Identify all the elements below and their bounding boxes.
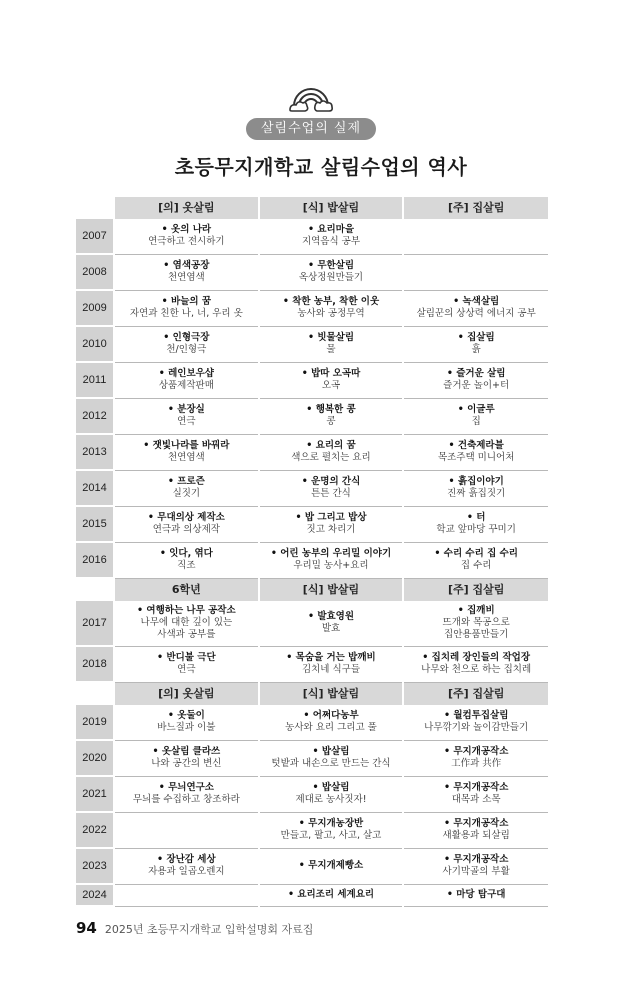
table-cell [259,326,404,362]
class-title: • 장난감 세상 [117,854,256,866]
year-cell: 2016 [76,542,114,578]
column-header: [의] 옷살림 [114,682,259,705]
table-cell [259,812,404,848]
table-row [76,290,548,326]
class-title: • 요리의 꿈 [262,440,401,452]
class-subtitle: 바느질과 이불 [157,722,216,734]
table-cell [403,506,548,542]
page-number: 94 [76,919,97,937]
table-row [76,398,548,434]
table-row [76,254,548,290]
table-row [76,219,548,254]
table-cell [114,506,259,542]
class-title: • 이글루 [406,404,546,416]
table-cell [403,470,548,506]
class-title: • 바늘의 꿈 [117,296,256,308]
class-subtitle: 천연염색 [167,272,205,283]
class-title: • 무한살림 [262,260,401,272]
class-subtitle: 나무와 천으로 하는 집치레 [421,664,532,675]
year-cell: 2019 [76,705,114,740]
table-cell [403,326,548,362]
class-subtitle: 工作과 共作 [451,758,502,769]
class-title: • 집살림 [406,332,546,344]
class-title: • 무늬연구소 [117,782,256,794]
table-cell [403,542,548,578]
class-subtitle: 짓고 차리기 [306,524,356,535]
class-subtitle: 농사와 요리 그리고 풀 [285,722,377,734]
class-subtitle: 즐거운 놀이+터 [443,380,510,391]
class-title: • 어린 농부의 우리밀 이야기 [262,548,401,560]
class-title: • 무지개공작소 [406,782,546,794]
class-subtitle: 콩 [326,416,336,427]
table-cell [114,776,259,812]
class-subtitle: 나무에 대한 깊이 있는 [140,617,233,629]
table-cell [403,705,548,740]
table-row [76,848,548,884]
class-title: • 건축제라블 [406,440,546,452]
table-cell [403,290,548,326]
year-cell: 2020 [76,740,114,776]
column-header: [주] 집살림 [403,682,548,705]
table-cell [259,398,404,434]
table-row [76,362,548,398]
class-subtitle: 물 [326,344,336,355]
class-title: • 무지개농장반 [262,818,401,830]
class-title: • 요리조리 세계요리 [262,889,401,901]
table-row [76,542,548,578]
year-cell: 2022 [76,812,114,848]
class-subtitle: 제대로 농사짓자! [295,794,367,805]
table-cell [114,434,259,470]
table-row [76,776,548,812]
class-subtitle: 살림꾼의 상상력 에너지 공부 [416,308,536,319]
class-title: • 잿빛나라를 바꿔라 [117,440,256,452]
class-title: • 인형극장 [117,332,256,344]
table-cell [403,740,548,776]
table-header-row [76,682,548,705]
column-header: [식] 밥살림 [259,197,404,219]
class-subtitle: 천/인형극 [166,344,207,355]
year-cell: 2008 [76,254,114,290]
header-blank [76,578,114,601]
column-header: [식] 밥살림 [259,682,404,705]
class-subtitle: 연극하고 전시하기 [148,236,225,248]
class-title: • 분장실 [117,404,256,416]
class-title: • 옷의 나라 [117,224,256,236]
table-cell [259,542,404,578]
year-cell: 2013 [76,434,114,470]
class-title: • 요리마을 [262,224,401,236]
year-cell: 2009 [76,290,114,326]
class-subtitle: 집 수리 [460,560,492,571]
class-subtitle: 집안용품만들기 [444,629,509,641]
class-subtitle: 옥상정원만들기 [298,272,364,283]
table-cell [114,740,259,776]
table-row [76,470,548,506]
table-cell [259,884,404,906]
table-cell [114,254,259,290]
class-subtitle: 나무깎기와 놀이감만들기 [424,722,529,734]
header-blank [76,197,114,219]
class-subtitle: 진짜 흙집짓기 [447,488,506,499]
column-header: [주] 집살림 [403,578,548,601]
year-cell: 2012 [76,398,114,434]
class-title: • 밥 그리고 밥상 [262,512,401,524]
class-subtitle: 지역음식 공부 [301,236,361,248]
table-cell [114,848,259,884]
class-title: • 여행하는 나무 공작소 [117,605,256,617]
table-cell [403,434,548,470]
class-subtitle: 오곡 [321,380,341,391]
class-title: • 마당 탐구대 [406,889,546,901]
year-cell: 2021 [76,776,114,812]
class-title: • 목숨을 거는 밥깨비 [262,652,401,664]
table-cell [403,884,548,906]
class-title: • 착한 농부, 착한 이웃 [262,296,401,308]
table-cell [403,848,548,884]
class-title: • 월컴투집살림 [406,710,546,722]
table-cell [403,812,548,848]
class-subtitle: 텃밭과 내손으로 만드는 간식 [271,758,391,769]
table-header-row [76,578,548,601]
year-cell: 2017 [76,601,114,646]
year-cell: 2015 [76,506,114,542]
table-cell [114,884,259,906]
table-cell [259,740,404,776]
class-subtitle: 사색과 공부를 [157,629,216,641]
class-subtitle: 색으로 펼치는 요리 [291,452,371,463]
class-title: • 잇다, 엮다 [117,548,256,560]
table-cell [403,362,548,398]
page-footer [76,919,313,937]
class-subtitle: 뜨개와 목공으로 [442,617,510,629]
class-subtitle: 연극 [177,664,196,675]
class-title: • 흙집이야기 [406,476,546,488]
class-subtitle: 연극 [177,416,196,427]
class-title: • 빗물살림 [262,332,401,344]
column-header: [의] 옷살림 [114,197,259,219]
class-subtitle: 상품제작판매 [158,380,214,391]
column-header: [주] 집살림 [403,197,548,219]
class-title: • 무대의상 제작소 [117,512,256,524]
class-title: • 밥살림 [262,782,401,794]
class-subtitle: 나와 공간의 변신 [151,758,222,769]
table-cell [259,776,404,812]
table-cell [403,776,548,812]
table-cell [259,506,404,542]
class-subtitle: 농사와 공정무역 [297,308,365,319]
year-cell: 2014 [76,470,114,506]
table-cell [259,705,404,740]
table-cell [259,470,404,506]
class-subtitle: 대목과 소목 [451,794,501,805]
table-cell [403,398,548,434]
section-badge: 살림수업의 실제 [246,118,376,140]
class-title: • 터 [406,512,546,524]
class-subtitle: 천연염색 [167,452,205,463]
class-title: • 수리 수리 집 수리 [406,548,546,560]
class-title: • 집깨비 [406,605,546,617]
year-cell: 2010 [76,326,114,362]
year-cell: 2011 [76,362,114,398]
table-cell [259,434,404,470]
class-subtitle: 집 [471,416,481,427]
class-title: • 무지개공작소 [406,746,546,758]
history-table [76,197,548,907]
table-cell [114,812,259,848]
class-title: • 염색공장 [117,260,256,272]
table-cell [259,362,404,398]
class-subtitle: 무늬를 수집하고 창조하라 [132,794,240,805]
table-cell [114,470,259,506]
table-row [76,601,548,646]
table-cell [114,398,259,434]
rainbow-cloud-icon [288,86,334,114]
class-subtitle: 목조주택 미니어처 [437,452,515,463]
class-subtitle: 학교 앞마당 꾸미기 [436,524,516,535]
class-title: • 반디불 극단 [117,652,256,664]
table-cell [403,601,548,646]
class-title: • 무지개공작소 [406,854,546,866]
year-cell: 2023 [76,848,114,884]
class-subtitle: 튼튼 간식 [311,488,351,499]
table-row [76,646,548,682]
table-cell [259,254,404,290]
table-row [76,326,548,362]
class-subtitle: 연극과 의상제작 [152,524,220,535]
class-subtitle: 자용과 일곱오렌지 [148,866,225,877]
table-cell [259,219,404,254]
class-title: • 밥따 오곡따 [262,368,401,380]
table-cell [403,219,548,254]
class-title: • 옷살림 클라쓰 [117,746,256,758]
table-cell [114,326,259,362]
page-title: 초등무지개학교 살림수업의 역사 [174,155,468,179]
class-title: • 운명의 간식 [262,476,401,488]
class-subtitle: 흙 [471,344,481,355]
class-title: • 행복한 콩 [262,404,401,416]
class-subtitle: 만들고, 팔고, 사고, 살고 [280,830,382,841]
table-cell [259,848,404,884]
class-subtitle: 우리밀 농사+요리 [293,560,369,571]
header-blank [76,682,114,705]
class-title: • 레인보우샵 [117,368,256,380]
class-title: • 발효영원 [262,611,401,623]
table-cell [114,362,259,398]
table-cell [114,705,259,740]
footer-text: 2025년 초등무지개학교 입학설명회 자료집 [104,923,314,936]
class-subtitle: 새활용과 되살림 [442,830,510,841]
table-cell [114,219,259,254]
class-title: • 즐거운 살림 [406,368,546,380]
class-subtitle: 직조 [177,560,196,571]
class-title: • 무지개제빵소 [262,860,401,872]
class-title: • 옷둘이 [117,710,256,722]
year-cell: 2007 [76,219,114,254]
table-cell [114,601,259,646]
table-cell [259,601,404,646]
table-cell [259,646,404,682]
class-subtitle: 실짓기 [172,488,201,499]
class-subtitle: 자연과 친한 나, 너, 우리 옷 [129,308,243,319]
class-title: • 무지개공작소 [406,818,546,830]
year-cell: 2024 [76,884,114,906]
class-subtitle: 김치네 식구들 [301,664,361,675]
table-row [76,705,548,740]
table-row [76,434,548,470]
class-title: • 녹색살림 [406,296,546,308]
table-cell [114,542,259,578]
table-row [76,884,548,906]
table-cell [403,254,548,290]
table-cell [114,646,259,682]
table-row [76,506,548,542]
class-subtitle: 발효 [321,623,341,635]
class-title: • 밥살림 [262,746,401,758]
table-cell [403,646,548,682]
table-header-row [76,197,548,219]
class-title: • 어쩌다농부 [262,710,401,722]
table-row [76,740,548,776]
class-subtitle: 사기막골의 부활 [442,866,510,877]
class-title: • 프로즌 [117,476,256,488]
column-header: [식] 밥살림 [259,578,404,601]
class-title: • 집치레 장인들의 작업장 [406,652,546,664]
year-cell: 2018 [76,646,114,682]
table-cell [259,290,404,326]
table-row [76,812,548,848]
table-cell [114,290,259,326]
column-header: 6학년 [114,578,259,601]
